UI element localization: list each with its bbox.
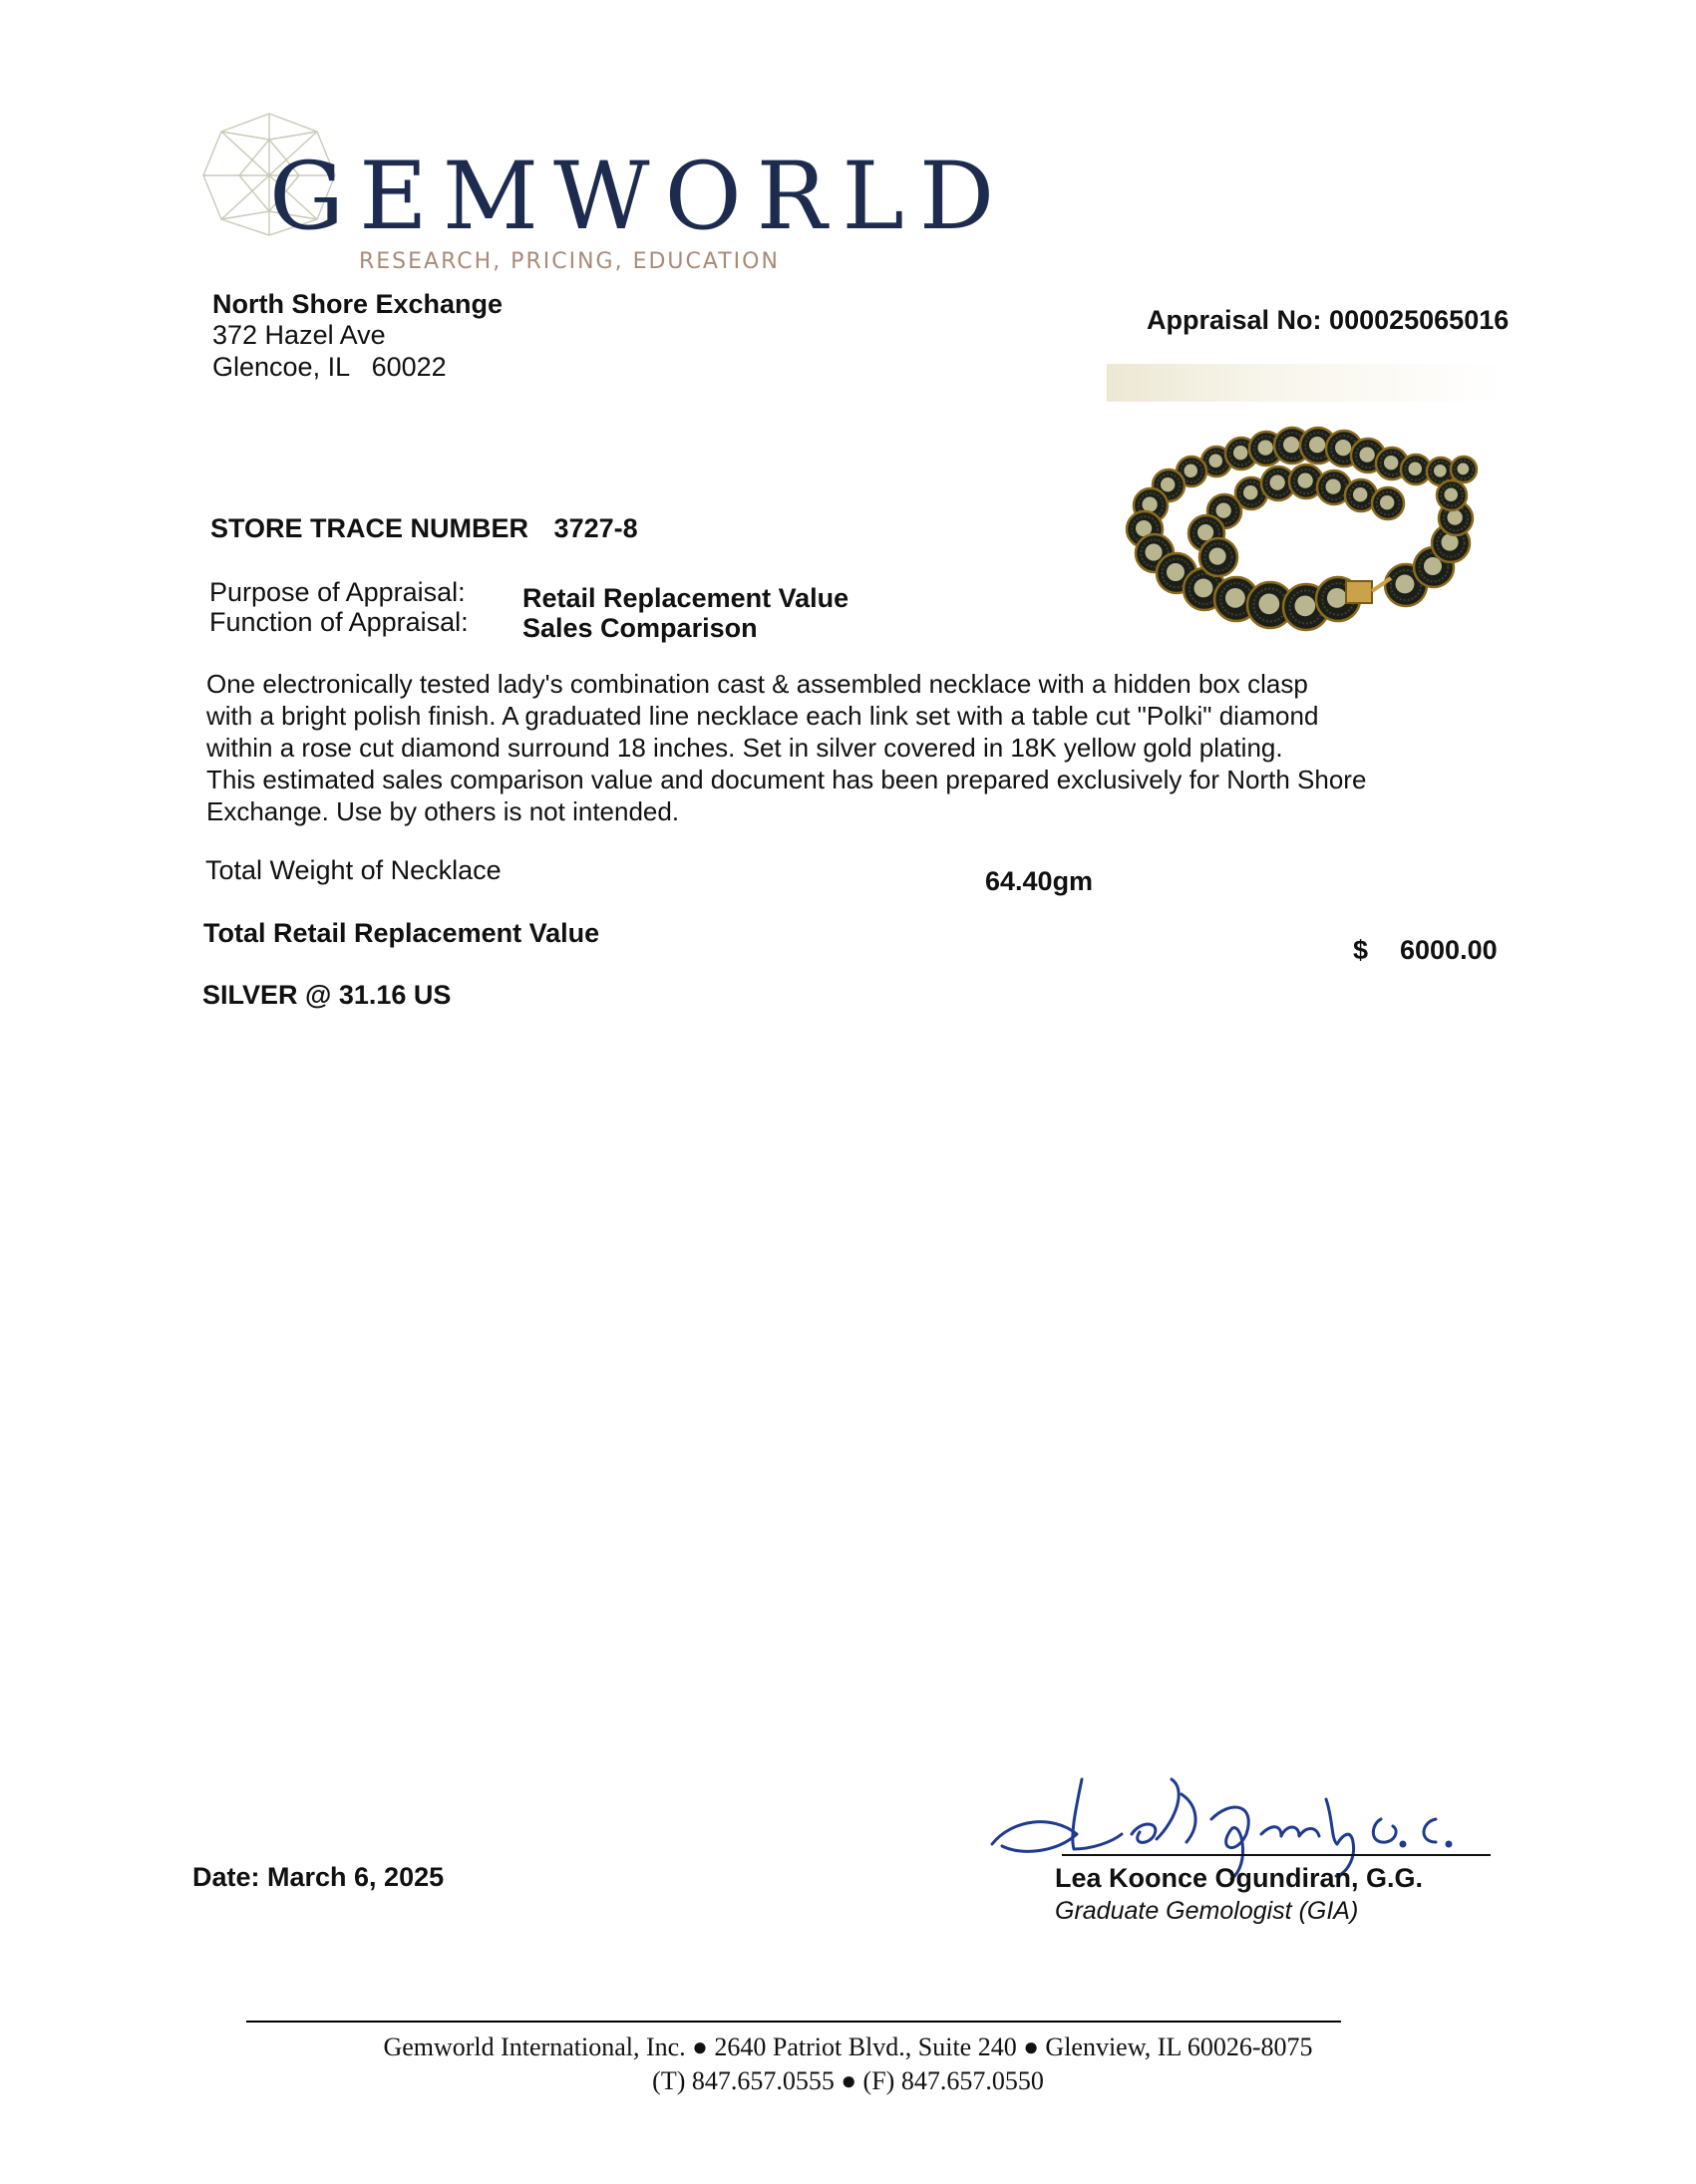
description-line: with a bright polish finish. A graduated line necklace each link set with a table cut "Polki" diamond — [206, 701, 1319, 731]
description-line: Exchange. Use by others is not intended. — [206, 796, 680, 826]
necklace-photo — [1107, 364, 1506, 668]
brand-tagline: RESEARCH, PRICING, EDUCATION — [359, 249, 780, 274]
footer-address: Gemworld International, Inc. ● 2640 Patriot Blvd., Suite 240 ● Glenview, IL 60026-8075 — [383, 2032, 1313, 2061]
function-label: Function of Appraisal: — [209, 607, 469, 637]
item-description — [206, 668, 1443, 827]
total-value-amount: 6000.00 — [1400, 935, 1498, 965]
description-line: One electronically tested lady's combination cast & assembled necklace with a hidden box clasp — [206, 669, 1308, 699]
polki-diamond — [1233, 446, 1247, 460]
polki-diamond — [1185, 465, 1198, 478]
store-trace-label: STORE TRACE NUMBER — [210, 513, 529, 543]
footer-phone: (T) 847.657.0555 ● (F) 847.657.0550 — [652, 2066, 1044, 2095]
purpose-label: Purpose of Appraisal: — [209, 577, 466, 607]
polki-diamond — [1396, 575, 1415, 594]
polki-diamond — [1360, 448, 1375, 463]
function-value: Sales Comparison — [522, 613, 758, 643]
description-line: This estimated sales comparison value and document has been prepared exclusively for North Shore — [206, 765, 1367, 794]
store-trace-value: 3727-8 — [553, 513, 638, 543]
polki-diamond — [1270, 475, 1285, 490]
weight-value: 64.40gm — [985, 866, 1094, 896]
polki-diamond — [1353, 487, 1367, 501]
polki-diamond — [1167, 563, 1185, 581]
polki-diamond — [1295, 596, 1316, 617]
polki-diamond — [1445, 488, 1459, 502]
polki-diamond — [1309, 437, 1325, 453]
client-street: 372 Hazel Ave — [212, 320, 386, 350]
appraiser-name: Lea Koonce Ogundiran, G.G. — [1055, 1863, 1424, 1893]
polki-diamond — [1327, 588, 1347, 608]
polki-diamond — [1197, 524, 1213, 540]
polki-diamond — [1458, 464, 1470, 475]
polki-diamond — [1216, 503, 1231, 518]
polki-diamond — [1209, 548, 1226, 565]
brand-logo-wordmark: GEMWORLD — [269, 143, 1010, 251]
polki-diamond — [1146, 544, 1163, 561]
signature-line — [1062, 1854, 1491, 1856]
necklace-links — [1127, 428, 1477, 630]
appraisal-number-label: Appraisal No: — [1147, 305, 1322, 335]
polki-diamond — [1448, 510, 1463, 525]
description-line: within a rose cut diamond surround 18 inches. Set in silver covered in 18K yellow gold plating. — [206, 733, 1283, 763]
polki-diamond — [1298, 473, 1313, 488]
currency-symbol: $ — [1353, 935, 1369, 965]
polki-diamond — [1424, 557, 1442, 575]
client-name: North Shore Exchange — [212, 289, 504, 319]
polki-diamond — [1143, 497, 1158, 512]
total-value-label: Total Retail Replacement Value — [203, 918, 600, 948]
polki-diamond — [1434, 465, 1447, 477]
polki-diamond — [1259, 594, 1280, 615]
polki-diamond — [1384, 456, 1398, 469]
polki-diamond — [1409, 463, 1423, 476]
polki-diamond — [1380, 495, 1394, 509]
store-trace-number — [210, 512, 638, 544]
polki-diamond — [1258, 441, 1273, 456]
polki-diamond — [1161, 477, 1175, 491]
client-city: Glencoe, IL 60022 — [212, 352, 447, 382]
polki-diamond — [1225, 588, 1245, 608]
polki-diamond — [1243, 485, 1257, 499]
polki-diamond — [1326, 479, 1341, 494]
polki-diamond — [1194, 579, 1213, 598]
appraisal-number-value: 000025065016 — [1329, 305, 1510, 335]
footer-divider — [246, 2021, 1341, 2023]
necklace-clasp — [1346, 578, 1391, 603]
polki-diamond — [1209, 455, 1223, 468]
purpose-value: Retail Replacement Value — [522, 583, 849, 613]
appraisal-date: Date: March 6, 2025 — [192, 1862, 445, 1892]
silver-price: SILVER @ 31.16 US — [202, 980, 452, 1010]
weight-label: Total Weight of Necklace — [205, 855, 502, 885]
polki-diamond — [1283, 437, 1299, 453]
polki-diamond — [1335, 440, 1351, 456]
appraiser-title: Graduate Gemologist (GIA) — [1055, 1897, 1359, 1925]
appraisal-number — [1147, 304, 1509, 336]
